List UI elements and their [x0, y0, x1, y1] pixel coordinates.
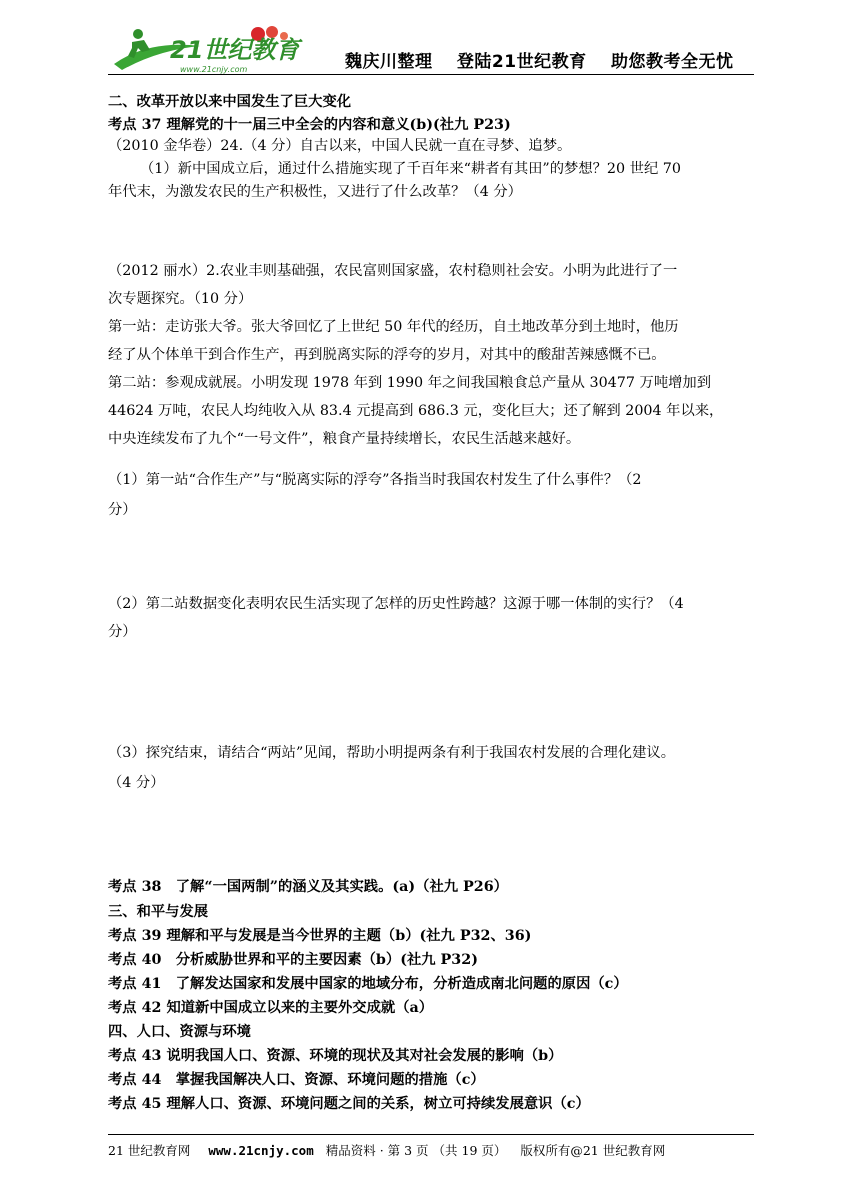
topic-heading: 考点 39 理解和平与发展是当今世界的主题（b）(社九 P32、36) — [108, 928, 532, 944]
logo-title: 21世纪教育 — [170, 36, 300, 64]
footer-site-link[interactable]: www.21cnjy.com — [208, 1143, 314, 1158]
topic-heading: 考点 45 理解人口、资源、环境问题之间的关系，树立可持续发展意识（c） — [108, 1096, 590, 1112]
footer-left: 21 世纪教育网 — [108, 1143, 191, 1158]
question-text: 分） — [108, 502, 137, 518]
topic-heading: 考点 41 了解发达国家和发展中国家的地域分布，分析造成南北问题的原因（c） — [108, 976, 628, 992]
header-slogan-2: 助您教考全无忧 — [611, 52, 734, 72]
question-text: （1）新中国成立后，通过什么措施实现了千百年来“耕者有其田”的梦想？20 世纪 70 — [140, 161, 681, 177]
header-banner — [345, 47, 752, 72]
question-text: 中央连续发布了九个“一号文件”，粮食产量持续增长，农民生活越来越好。 — [108, 431, 581, 447]
question-text: （2）第二站数据变化表明农民生活实现了怎样的历史性跨越？这源于哪一体制的实行？（4 — [108, 596, 684, 612]
question-text: 分） — [108, 624, 137, 640]
topic-heading: 考点 38 了解“一国两制”的涵义及其实践。(a)（社九 P26） — [108, 879, 508, 895]
question-text: （2010 金华卷）24.（4 分）自古以来，中国人民就一直在寻梦、追梦。 — [108, 138, 572, 154]
page-footer — [108, 1141, 665, 1159]
question-text: 第一站：走访张大爷。张大爷回忆了上世纪 50 年代的经历，自土地改革分到土地时，他历 — [108, 319, 679, 335]
footer-page-info: 精品资料 · 第 3 页 （共 19 页） — [325, 1143, 507, 1158]
question-text: 第二站：参观成就展。小明发现 1978 年到 1990 年之间我国粮食总产量从 30477 万吨增加到 — [108, 375, 712, 391]
question-text: （3）探究结束，请结合“两站”见闻，帮助小明提两条有利于我国农村发展的合理化建议。 — [108, 745, 675, 761]
question-text: 次专题探究。（10 分） — [108, 291, 253, 307]
header-editor: 魏庆川整理 — [345, 52, 433, 72]
header-divider — [108, 74, 754, 75]
site-logo — [108, 20, 308, 76]
question-text: （1）第一站“合作生产”与“脱离实际的浮夸”各指当时我国农村发生了什么事件？（2 — [108, 472, 642, 488]
header-slogan-1: 登陆21世纪教育 — [456, 52, 587, 72]
footer-rights: 版权所有@21 世纪教育网 — [520, 1143, 666, 1158]
question-text: 44624 万吨，农民人均纯收入从 83.4 元提高到 686.3 元，变化巨大；还了解到 2004 年以来， — [108, 403, 724, 419]
footer-divider — [108, 1134, 754, 1135]
topic-heading: 考点 43 说明我国人口、资源、环境的现状及其对社会发展的影响（b） — [108, 1048, 563, 1064]
question-text: （2012 丽水）2.农业丰则基础强，农民富则国家盛，农村稳则社会安。小明为此进行了一 — [108, 263, 678, 279]
question-text: （4 分） — [108, 775, 165, 791]
section-heading: 二、改革开放以来中国发生了巨大变化 — [108, 94, 352, 110]
logo-url: www.21cnjy.com — [180, 65, 248, 74]
section-heading: 三、和平与发展 — [108, 904, 209, 920]
topic-heading: 考点 42 知道新中国成立以来的主要外交成就（a） — [108, 1000, 434, 1016]
topic-heading: 考点 37 理解党的十一届三中全会的内容和意义(b)(社九 P23) — [108, 117, 511, 133]
topic-heading: 考点 40 分析威胁世界和平的主要因素（b）(社九 P32) — [108, 952, 478, 968]
question-text: 经了从个体单干到合作生产，再到脱离实际的浮夸的岁月，对其中的酸甜苦辣感慨不已。 — [108, 347, 666, 363]
topic-heading: 考点 44 掌握我国解决人口、资源、环境问题的措施（c） — [108, 1072, 485, 1088]
question-text: 年代末，为激发农民的生产积极性，又进行了什么改革？（4 分） — [108, 184, 522, 200]
section-heading: 四、人口、资源与环境 — [108, 1024, 251, 1040]
